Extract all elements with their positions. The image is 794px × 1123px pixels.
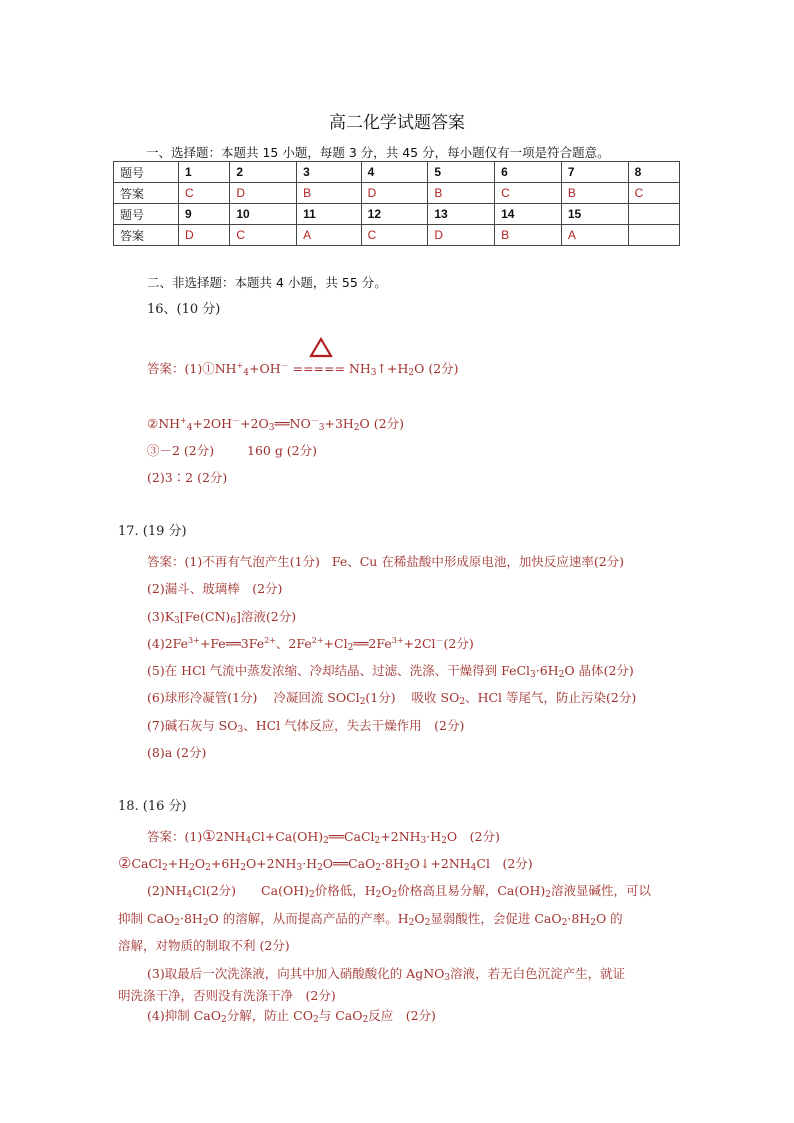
section-1-heading: 一、选择题：本题共 15 小题，每题 3 分，共 45 分，每小题仅有一项是符合题意。 bbox=[146, 145, 610, 160]
table-cell: D bbox=[230, 183, 297, 204]
table-cell: 6 bbox=[495, 162, 562, 183]
q16-answer-2: $②NH^+_4+2OH^-+2O_3══NO^-_3+3H_2O$ (2分) bbox=[147, 416, 404, 433]
q18-line-6: (3)取最后一次洗涤液，向其中加入硝酸酸化的 AgNO$_3$溶液，若无白色沉淀产生，就证 bbox=[147, 966, 626, 983]
q17-line-4: $(4)2Fe^{3+}+Fe══3Fe^{2+}$、$2Fe^{2+}+Cl_2══2Fe^{3+}+2Cl^-(2$分) bbox=[147, 636, 474, 653]
table-cell: 15 bbox=[561, 204, 628, 225]
q16-answer-3: ③－2 (2分) bbox=[147, 443, 215, 458]
label-number: 题号 bbox=[114, 162, 179, 183]
table-cell: 11 bbox=[297, 204, 362, 225]
q17-line-3: $(3)K_3[Fe(CN)_6]$溶液(2分) bbox=[147, 609, 297, 626]
question-16-header: 16、(10 分) bbox=[147, 302, 221, 317]
table-cell: C bbox=[495, 183, 562, 204]
table-cell bbox=[628, 204, 679, 225]
q16-answer-3b: 160 g (2分) bbox=[247, 443, 318, 458]
section-2-heading: 二、非选择题：本题共 4 小题，共 55 分。 bbox=[147, 275, 387, 290]
table-cell bbox=[628, 225, 679, 246]
table-cell: C bbox=[179, 183, 230, 204]
table-cell: 12 bbox=[361, 204, 428, 225]
q18-line-3: $(2)NH_4Cl(2$分) $Ca(OH)_2$价格低，$H_2O_2$价格高且易分解，$Ca(OH)_2$溶液显碱性，可以 bbox=[147, 883, 651, 900]
q16-answer-1: 答案：$(1)①NH^+_4+OH^-$ ===== $NH_3↑+H_2O$ (2分) bbox=[147, 361, 459, 378]
table-cell: 7 bbox=[561, 162, 628, 183]
table-cell: 8 bbox=[628, 162, 679, 183]
table-cell: 2 bbox=[230, 162, 297, 183]
label-number: 题号 bbox=[114, 204, 179, 225]
table-cell: 14 bbox=[495, 204, 562, 225]
q18-line-8: (4)抑制 CaO$_2$分解，防止 $CO_2$与 CaO$_2$反应 (2分) bbox=[147, 1008, 436, 1025]
q17-line-6: (6)球形冷凝管(1分) 冷凝回流 SOCl$_2$(1分) 吸收 $SO_2$、HCl 等尾气，防止污染(2分) bbox=[147, 690, 637, 707]
table-row bbox=[114, 162, 680, 183]
q18-line-1: 答案：$(1)①2NH_4Cl+Ca(OH)_2══CaCl_2+2NH_3\cdot H_2O$ (2分) bbox=[147, 827, 500, 846]
table-cell: D bbox=[428, 225, 495, 246]
q18-line-7: 明洗涤干净，否则没有洗涤干净 (2分) bbox=[118, 988, 336, 1003]
table-cell: 13 bbox=[428, 204, 495, 225]
table-cell: 10 bbox=[230, 204, 297, 225]
label-answer: 答案 bbox=[114, 183, 179, 204]
table-cell: 1 bbox=[179, 162, 230, 183]
q17-line-8: (8)a (2分) bbox=[147, 745, 207, 760]
table-cell: 4 bbox=[361, 162, 428, 183]
q18-line-4: 抑制 $CaO_2\cdot 8H_2O$ 的溶解，从而提高产品的产率。$H_2O_2$显弱酸性，会促进 $CaO_2\cdot 8H_2O$ 的 bbox=[118, 911, 623, 928]
q17-line-2: (2)漏斗、玻璃棒 (2分) bbox=[147, 581, 283, 596]
table-row bbox=[114, 204, 680, 225]
table-cell: D bbox=[179, 225, 230, 246]
table-row bbox=[114, 225, 680, 246]
answer-table bbox=[113, 161, 680, 246]
table-cell: 9 bbox=[179, 204, 230, 225]
table-cell: B bbox=[297, 183, 362, 204]
q17-line-5: (5)在 HCl 气流中蒸发浓缩、冷却结晶、过滤、洗涤、干燥得到 $FeCl_3\cdot 6H_2O$ 晶体(2分) bbox=[147, 663, 634, 680]
table-cell: B bbox=[495, 225, 562, 246]
table-cell: A bbox=[561, 225, 628, 246]
table-row bbox=[114, 183, 680, 204]
q16-answer-4: (2)3∶2 (2分) bbox=[147, 470, 228, 485]
table-cell: C bbox=[361, 225, 428, 246]
table-cell: C bbox=[628, 183, 679, 204]
q18-line-2: $②CaCl_2+H_2O_2+6H_2O+2NH_3\cdot H_2O══CaO_2\cdot 8H_2O↓+2NH_4Cl$ (2分) bbox=[118, 854, 533, 873]
circled-two-icon: ② bbox=[118, 854, 132, 872]
question-18-header: 18. (16 分) bbox=[118, 799, 187, 814]
circled-one-icon: ① bbox=[202, 827, 216, 845]
heat-triangle-icon bbox=[309, 337, 333, 358]
table-cell: D bbox=[361, 183, 428, 204]
q18-line-5: 溶解，对物质的制取不利 (2分) bbox=[118, 938, 290, 953]
question-17-header: 17. (19 分) bbox=[118, 524, 187, 539]
q17-line-1: 答案：(1)不再有气泡产生(1分) Fe、Cu 在稀盐酸中形成原电池，加快反应速率(2分) bbox=[147, 554, 625, 569]
table-cell: C bbox=[230, 225, 297, 246]
label-answer: 答案 bbox=[114, 225, 179, 246]
page-title: 高二化学试题答案 bbox=[329, 113, 465, 133]
table-cell: 5 bbox=[428, 162, 495, 183]
table-cell: A bbox=[297, 225, 362, 246]
table-cell: 3 bbox=[297, 162, 362, 183]
q17-line-7: (7)碱石灰与 $SO_3$、HCl 气体反应，失去干燥作用 (2分) bbox=[147, 718, 465, 735]
table-cell: B bbox=[428, 183, 495, 204]
table-cell: B bbox=[561, 183, 628, 204]
